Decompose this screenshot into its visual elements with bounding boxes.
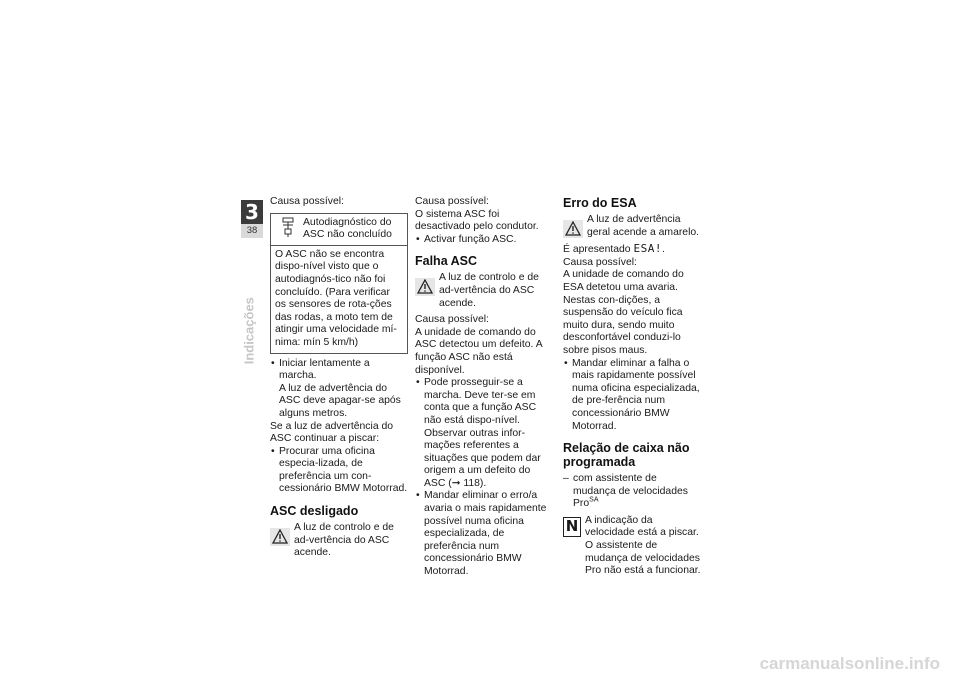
display-message-line: É apresentado ESA!. <box>563 242 665 256</box>
bullet-item: • Activar função ASC. <box>415 234 553 247</box>
gear-note-text: A indicação da velocidade está a piscar. O assistente de mudança de velocidades Pro não está a funcionar. <box>585 514 701 577</box>
column-2 <box>415 196 553 579</box>
warning-note <box>415 272 553 310</box>
bullet-item: • Mandar eliminar o erro/a avaria o mais rapidamente possível numa oficina especializada, de preferência num concessionário BMW Motorrad. <box>415 490 553 578</box>
bullet-item: • Procurar uma oficina especia-lizada, de preferência um con-cessionário BMW Motorrad. <box>270 446 408 496</box>
diagnostic-header <box>271 214 407 246</box>
section-heading: ASC desligado <box>270 504 359 519</box>
watermark: carmanualsonline.info <box>759 654 940 674</box>
section-heading: Falha ASC <box>415 254 478 269</box>
warning-note <box>563 214 701 239</box>
dash-item: – com assistente de mudança de velocidades Pro$^{SA}$ <box>563 473 701 511</box>
paragraph: O sistema ASC foi desactivado pelo condutor. <box>415 208 539 233</box>
warning-triangle-icon <box>270 528 290 546</box>
page-reference[interactable]: 118 <box>463 477 480 489</box>
warning-text: A luz de controlo e de ad-vertência do ASC acende. <box>439 272 539 309</box>
diagnostic-icon <box>281 217 295 237</box>
bullet-item: • Iniciar lentamente a marcha. <box>270 358 408 383</box>
warning-triangle-icon <box>415 278 435 296</box>
paragraph: Se a luz de advertência do ASC continuar a piscar: <box>270 420 394 445</box>
bullet-item: • Pode prosseguir-se a marcha. Deve ter-se em conta que a função ASC não está dispo-nível. Observar outras infor-mações referentes a situações que podem dar origem a um defeito do ASC (➞ 118). <box>415 377 553 490</box>
section-heading: Erro do ESA <box>563 196 637 210</box>
column-3 <box>563 196 701 578</box>
warning-text: A luz de advertência geral acende a amarelo. <box>587 214 700 238</box>
diagnostic-box <box>270 213 408 354</box>
gear-note <box>563 515 701 578</box>
paragraph: A unidade de comando do ESA detetou uma avaria. Nestas con-dições, a suspensão do veículo fica muito dura, sendo muito desconfortável conduzi-lo sobre pisos maus. <box>563 269 684 356</box>
cause-label: Causa possível: <box>563 256 637 268</box>
display-code: ESA! <box>633 242 662 256</box>
bullet-item: • Mandar eliminar a falha o mais rapidamente possível numa oficina especializada, de pre-ferência num concessionário BMW Motorrad. <box>563 358 701 434</box>
section-heading: Relação de caixa não programada <box>563 441 690 470</box>
warning-note <box>270 522 408 560</box>
cause-label: Causa possível: <box>415 314 489 326</box>
neutral-n-icon: N <box>563 517 581 537</box>
chapter-tab <box>241 200 263 240</box>
diagnostic-body: O ASC não se encontra dispo-nível visto que o autodiagnós-tico não foi concluído. (Para verificar os sensores de rota-ções das rodas, a moto tem de atingir uma velocidade mí-nima: mín 5 km/h) <box>275 248 397 348</box>
column-1 <box>270 196 408 562</box>
arrow-right-icon: ➞ <box>451 477 464 489</box>
chapter-number: 3 <box>241 200 263 224</box>
bullet-continuation: A luz de advertência do ASC deve apagar-se após alguns metros. <box>279 382 401 419</box>
warning-text: A luz de controlo e de ad-vertência do ASC acende. <box>294 522 394 559</box>
paragraph: A unidade de comando do ASC detectou um defeito. A função ASC não está disponível. <box>415 326 543 376</box>
diagnostic-title: Autodiagnóstico do ASC não concluído <box>303 216 392 241</box>
cause-label: Causa possível: <box>270 196 344 207</box>
cause-label: Causa possível: <box>415 196 489 207</box>
chapter-title: Indicações <box>241 297 257 365</box>
warning-triangle-icon <box>563 220 583 238</box>
page-number: 38 <box>241 224 263 238</box>
